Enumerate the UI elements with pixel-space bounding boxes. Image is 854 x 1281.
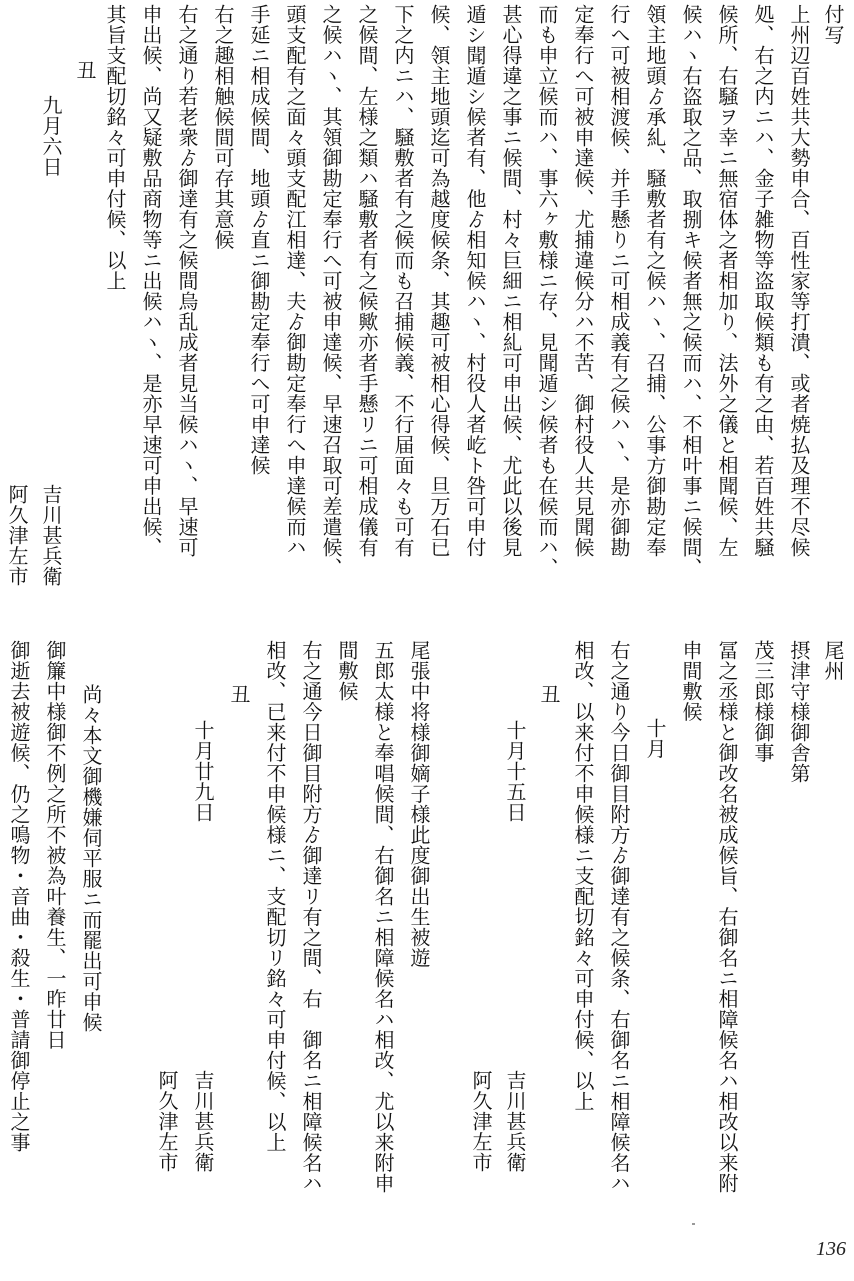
signer-name: 阿久津左市 [5,484,29,587]
text-column: 尾張中将様御嫡子様此度御出生被遊 [407,640,431,968]
signer-name: 阿久津左市 [469,1070,493,1173]
text-column: 遁シ聞遁シ候者有、他ゟ相知候ハヽ、村役人者屹ト咎可申付 [463,4,487,558]
text-column: 候ハヽ右盗取之品、取捌キ候者無之候而ハ、不相叶事ニ候間、 [679,4,703,578]
text-column: 御逝去被遊候、仍之鳴物・音曲・殺生・普請御停止之事 [7,640,31,1153]
text-column: 摂津守様御舎第 [787,640,811,784]
signer-name: 吉川甚兵衛 [39,484,63,587]
year-label: 丑 [537,684,561,705]
text-column: 右之趣相触候間可存其意候 [211,4,235,250]
text-column: 下之内ニハ、騒敷者有之候而も召捕候義、不行届面々も可有 [391,4,415,558]
date-label: 十月廿九日 [191,720,215,823]
text-column: 右之通今日御目附方ゟ御達リ有之間、右 御名ニ相障候名ハ [299,640,323,1194]
page-number: 136 [816,1238,846,1260]
text-column: 五郎太様と奉唱候間、右御名ニ相障候名ハ相改、尤以来附申 [371,640,395,1194]
text-column: 申間敷候 [679,640,703,722]
text-column: 之候ハヽ、其領御勘定奉行へ可被申達候、早速召取可差遣候、 [319,4,343,578]
text-column: 頭支配有之面々頭支配江相達、夫ゟ御勘定奉行へ申達候而ハ [283,4,307,558]
text-column: 候、領主地頭迄可為越度候条、其趣可被相心得候、旦万石已 [427,4,451,558]
signer-name: 阿久津左市 [155,1070,179,1173]
text-column: 候所、右騒ヲ幸ニ無宿体之者相加り、法外之儀と相聞候、左 [715,4,739,558]
month-label: 十月 [643,718,667,759]
text-column: 上州辺百姓共大勢申合、百性家等打潰、或者焼払及理不尽候 [787,4,811,558]
text-column: 御簾中様御不例之所不被為叶養生、一昨廿日 [43,640,67,1050]
text-column: 手延ニ相成候間、地頭ゟ直ニ御勘定奉行へ可申達候 [247,4,271,476]
date-label: 十月十五日 [503,720,527,823]
text-column: 行へ可被相渡候、并手懸りニ可相成義有之候ハヽ、是亦御勘 [607,4,631,558]
text-column: 甚心得違之事ニ候間、村々巨細ニ相糺可申出候、尤此以後見 [499,4,523,558]
text-column: 間敷候 [335,640,359,702]
text-column: 而も申立候而ハ、事六ヶ敷様ニ存、見聞遁シ候者も在候而ハ、 [535,4,559,578]
year-label: 丑 [73,60,97,81]
signer-name: 吉川甚兵衛 [191,1070,215,1173]
text-column: 定奉行へ可被申達候、尤捕違候分ハ不苦、御村役人共見聞候 [571,4,595,558]
text-column: 右之通り若老衆ゟ御達有之候間烏乱成者見当候ハヽ、早速可 [175,4,199,558]
text-column: 付写 [821,4,845,45]
text-column: 其旨支配切銘々可申付候、以上 [103,4,127,291]
text-column: 申出候、尚又疑敷品商物等ニ出候ハヽ、是亦早速可申出候、 [139,4,163,558]
text-column: 之候間、左様之類ハ騒敷者有之候歟亦者手懸リニ可相成儀有 [355,4,379,558]
text-column: 相改、以来付不申候様ニ支配切銘々可申付候、以上 [571,640,595,1112]
text-column: 処、右之内ニハ、金子雑物等盗取候類も有之由、若百姓共騒 [751,4,775,558]
text-column: 尾州 [821,640,845,681]
year-label: 丑 [227,684,251,705]
signer-name: 吉川甚兵衛 [503,1070,527,1173]
text-column: 領主地頭ゟ承糺、騒敷者有之候ハヽ、召捕、公事方御勘定奉 [643,4,667,558]
margin-mark [692,1223,695,1225]
text-column: 冨之丞様と御改名被成候旨、右御名ニ相障候名ハ相改以来附 [715,640,739,1194]
text-column: 尚々本文御機嫌伺平服ニ而罷出可申候 [79,684,103,1033]
bottom-section [0,640,854,1200]
text-column: 相改、已来付不申候様ニ、支配切リ銘々可申付候、以上 [263,640,287,1153]
top-section [0,0,854,620]
date-label: 九月六日 [39,95,63,177]
text-column: 茂三郎様御事 [751,640,775,763]
text-column: 右之通り今日御目附方ゟ御達有之候条、右御名ニ相障候名ハ [607,640,631,1194]
